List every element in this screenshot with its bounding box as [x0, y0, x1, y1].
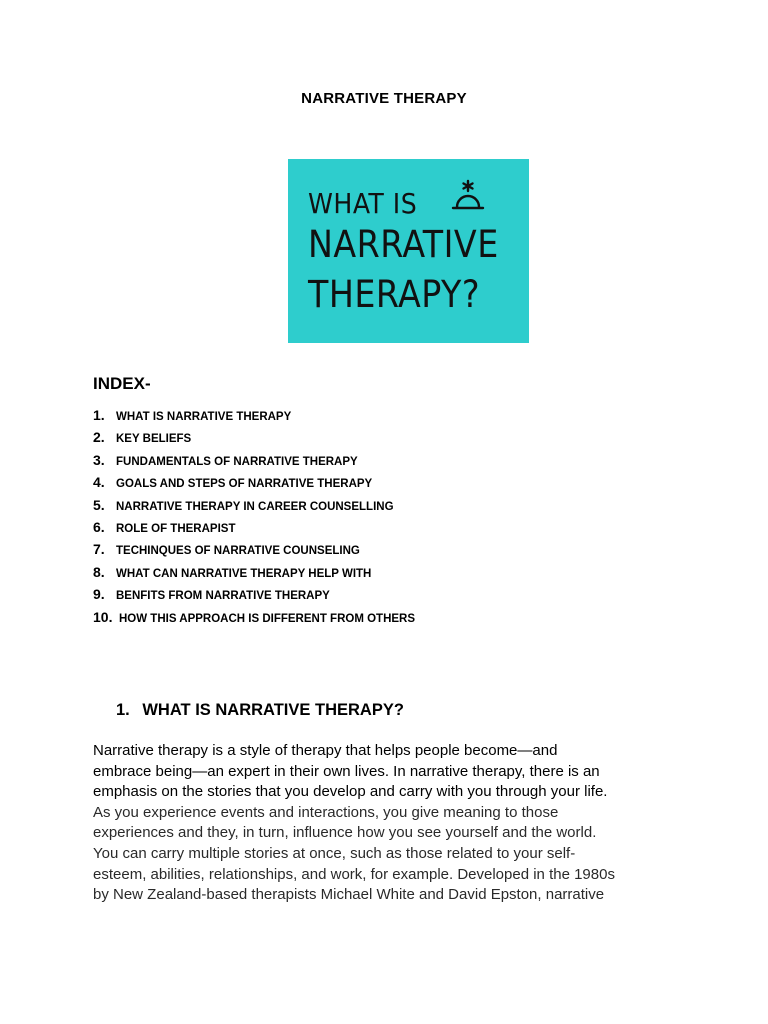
- index-item-label: WHAT CAN NARRATIVE THERAPY HELP WITH: [116, 567, 372, 580]
- index-item-label: KEY BELIEFS: [116, 433, 192, 446]
- index-item: [93, 609, 693, 631]
- index-item-number: 6.: [93, 518, 105, 535]
- body-line: by New Zealand-based therapists Michael White and David Epston, narrative: [93, 886, 605, 904]
- section-number: 1.: [116, 701, 130, 719]
- hero-line-1: WHAT IS: [308, 187, 418, 220]
- index-item-label: HOW THIS APPROACH IS DIFFERENT FROM OTHERS: [119, 612, 416, 625]
- index-item-number: 9.: [93, 586, 105, 603]
- body-line: experiences and they, in turn, influence how you see yourself and the world.: [93, 824, 597, 842]
- index-item: [93, 564, 693, 586]
- hero-line-2: NARRATIVE: [308, 223, 499, 266]
- body-line: You can carry multiple stories at once, such as those related to your self-: [93, 844, 576, 862]
- index-item-label: ROLE OF THERAPIST: [116, 522, 236, 535]
- index-item: [93, 586, 693, 608]
- body-line: esteem, abilities, relationships, and work, for example. Developed in the 1980s: [93, 865, 615, 883]
- index-item-number: 2.: [93, 429, 105, 446]
- index-item-number: 7.: [93, 541, 105, 558]
- document-title: NARRATIVE THERAPY: [301, 90, 467, 107]
- service-bell-icon: [448, 177, 488, 217]
- section-title: WHAT IS NARRATIVE THERAPY?: [142, 701, 404, 719]
- index-item-label: NARRATIVE THERAPY IN CAREER COUNSELLING: [116, 500, 394, 513]
- index-item-label: FUNDAMENTALS OF NARRATIVE THERAPY: [116, 455, 358, 468]
- index-item-number: 1.: [93, 407, 105, 423]
- index-heading: INDEX-: [93, 374, 151, 393]
- hero-line-3: THERAPY?: [308, 273, 481, 316]
- index-item: [93, 474, 693, 496]
- index-item-number: 3.: [93, 451, 105, 468]
- section-body-text: [93, 741, 683, 906]
- section-heading: [116, 701, 404, 720]
- index-list: [93, 407, 693, 631]
- index-item-number: 4.: [93, 474, 105, 491]
- index-item: [93, 541, 693, 563]
- index-item-number: 8.: [93, 563, 105, 580]
- hero-image: [288, 159, 529, 343]
- body-line: emphasis on the stories that you develop and carry with you through your life.: [93, 783, 608, 801]
- body-line: embrace being—an expert in their own lives. In narrative therapy, there is an: [93, 762, 600, 780]
- index-item: [93, 452, 693, 474]
- index-item: [93, 407, 693, 429]
- index-item-label: GOALS AND STEPS OF NARRATIVE THERAPY: [116, 478, 373, 491]
- index-item-number: 5.: [93, 496, 105, 513]
- index-item-label: TECHINQUES OF NARRATIVE COUNSELING: [116, 545, 360, 558]
- index-item-label: WHAT IS NARRATIVE THERAPY: [116, 411, 292, 423]
- body-line: Narrative therapy is a style of therapy that helps people become—and: [93, 742, 558, 759]
- body-line: As you experience events and interactions, you give meaning to those: [93, 803, 559, 821]
- index-item: [93, 519, 693, 541]
- index-item: [93, 429, 693, 451]
- index-item-label: BENFITS FROM NARRATIVE THERAPY: [116, 590, 330, 603]
- index-item: [93, 497, 693, 519]
- index-item-number: 10.: [93, 608, 113, 625]
